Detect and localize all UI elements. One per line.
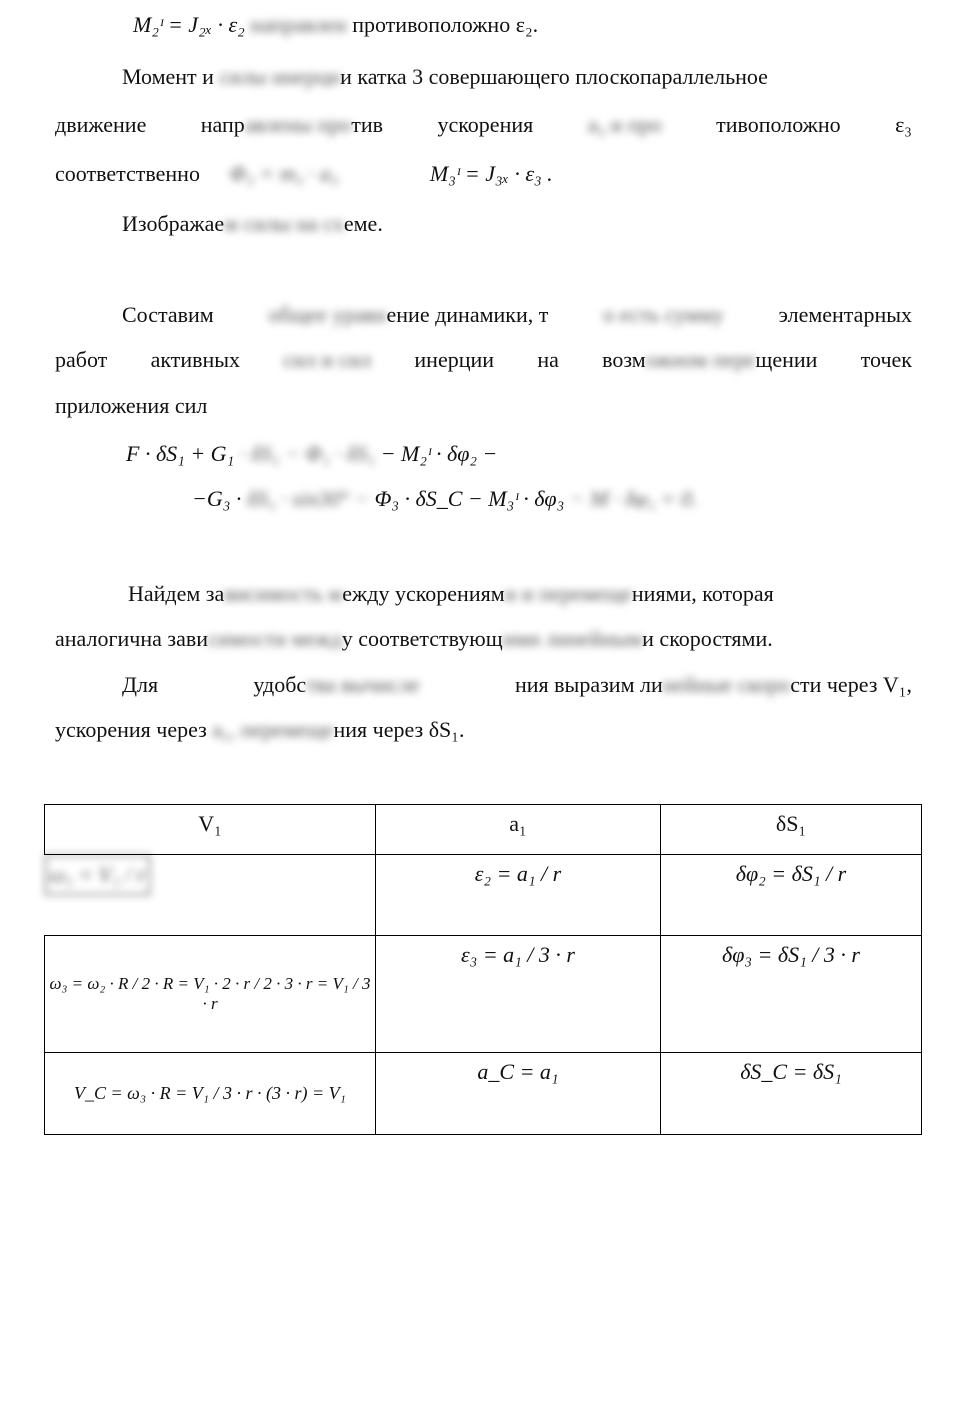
text: на xyxy=(537,347,559,372)
text: Найдем за xyxy=(128,581,225,606)
paragraph-line xyxy=(55,112,912,138)
text: и скоростями. xyxy=(642,626,773,651)
blurred-text: авлены про xyxy=(244,112,352,137)
text: ение динамики, т xyxy=(386,302,549,327)
blurred-text: a₃ и про xyxy=(587,112,662,137)
formula-m3: M₃ᶦ = J₃ₓ · ε₃ . xyxy=(429,161,553,186)
paragraph-line xyxy=(122,302,912,328)
table-row xyxy=(45,936,922,1053)
blurred-text: a₁, перемеще xyxy=(212,717,334,742)
blurred-text: ими линейным xyxy=(502,626,643,651)
equation-line-2 xyxy=(192,486,697,512)
text: инерции xyxy=(414,347,495,372)
text: ния выразим ли xyxy=(515,672,663,697)
paragraph-line xyxy=(55,347,912,373)
paragraph-line xyxy=(122,211,383,237)
text: работ xyxy=(55,347,108,372)
formula-m2: M₂ᶦ = J₂ₓ · ε₂ xyxy=(133,12,245,37)
blurred-text: сил и сил xyxy=(283,347,372,372)
paragraph-line xyxy=(55,161,553,187)
text: возм xyxy=(602,347,646,372)
text: Составим xyxy=(122,302,214,327)
text: ниями, которая xyxy=(631,581,774,606)
text: и катка 3 совершающего плоскопараллельное xyxy=(340,64,768,89)
blurred-formula: δS₁ · sin30° − xyxy=(246,486,370,511)
text: сти через V₁, xyxy=(790,672,912,697)
table-header: V₁ xyxy=(45,805,376,855)
text: ε₃ xyxy=(895,112,912,137)
formula: −G₃ · xyxy=(192,486,242,511)
text: ежду ускорениям xyxy=(342,581,505,606)
table-cell: δφ₂ = δS₁ / r xyxy=(661,855,922,936)
table-cell: ε₂ = a₁ / r xyxy=(376,855,661,936)
blurred-text: симости межд xyxy=(208,626,342,651)
intro-line xyxy=(133,12,538,38)
paragraph-line xyxy=(122,672,912,698)
blurred-formula: Φ₃ = m₃ · a₃ xyxy=(229,161,339,186)
blurred-text: направлен xyxy=(250,12,347,37)
table-cell: ω₁ = V₁ / r xyxy=(45,855,151,895)
blurred-text: о есть сумму xyxy=(603,302,724,327)
blurred-text: висимость м xyxy=(224,581,343,606)
text: ния через δS₁. xyxy=(333,717,465,742)
formula: F · δS₁ + G₁ xyxy=(126,441,235,466)
text: точек xyxy=(860,347,912,372)
blurred-text: ожном пере xyxy=(645,347,756,372)
relations-table xyxy=(44,804,922,1135)
text: удобс xyxy=(253,672,307,697)
table-cell: a_C = a₁ xyxy=(376,1053,661,1135)
text: движение xyxy=(55,112,147,137)
formula: Φ₃ · δS_C − M₃ᶦ · δφ₃ xyxy=(374,486,565,511)
table-row xyxy=(45,1053,922,1135)
blurred-formula: · δS₁ − Φ₁ · δS₁ xyxy=(239,441,376,466)
equation-line-1 xyxy=(126,441,497,467)
paragraph-line xyxy=(55,717,464,743)
text: щении xyxy=(755,347,818,372)
text: Момент и xyxy=(122,64,214,89)
blurred-text: тва вычисле xyxy=(306,672,420,697)
paragraph-line xyxy=(55,393,207,419)
text: Изображае xyxy=(122,211,225,236)
text: аналогична зави xyxy=(55,626,208,651)
table-cell: δφ₃ = δS₁ / 3 · r xyxy=(661,936,922,1053)
paragraph-line xyxy=(122,64,768,90)
text: ускорения через xyxy=(55,717,207,742)
text: противоположно ε₂. xyxy=(352,12,539,37)
blurred-text: общее уравн xyxy=(268,302,387,327)
table-row xyxy=(45,855,922,936)
table-cell: V_C = ω₃ · R = V₁ / 3 · r · (3 · r) = V₁ xyxy=(45,1053,376,1135)
paragraph-line xyxy=(128,581,912,607)
text: еме. xyxy=(343,211,383,236)
blurred-text: и и перемеще xyxy=(504,581,632,606)
table-header-row xyxy=(45,805,922,855)
text: активных xyxy=(150,347,241,372)
table-header: δS₁ xyxy=(661,805,922,855)
text: напр xyxy=(200,112,245,137)
text: ускорения xyxy=(437,112,534,137)
text: Для xyxy=(122,672,159,697)
table-cell: ω₃ = ω₂ · R / 2 · R = V₁ · 2 · r / 2 · 3 · r = V₁ / 3 · r xyxy=(45,936,376,1053)
formula: − M₂ᶦ · δφ₂ − xyxy=(380,441,498,466)
table-cell: δS_C = δS₁ xyxy=(661,1053,922,1135)
text: тивоположно xyxy=(716,112,841,137)
paragraph-line xyxy=(55,626,773,652)
blurred-text: силы инерци xyxy=(219,64,341,89)
text: элементарных xyxy=(778,302,912,327)
blurred-text: м силы на сх xyxy=(224,211,344,236)
blurred-formula: − M · δφ₁ = 0. xyxy=(569,486,698,511)
table-cell: ε₃ = a₁ / 3 · r xyxy=(376,936,661,1053)
blurred-text: нейные скоро xyxy=(662,672,791,697)
text: тив xyxy=(351,112,384,137)
text: у соответствующ xyxy=(341,626,503,651)
table-header: a₁ xyxy=(376,805,661,855)
text: соответственно xyxy=(55,161,200,186)
text: приложения сил xyxy=(55,393,208,418)
